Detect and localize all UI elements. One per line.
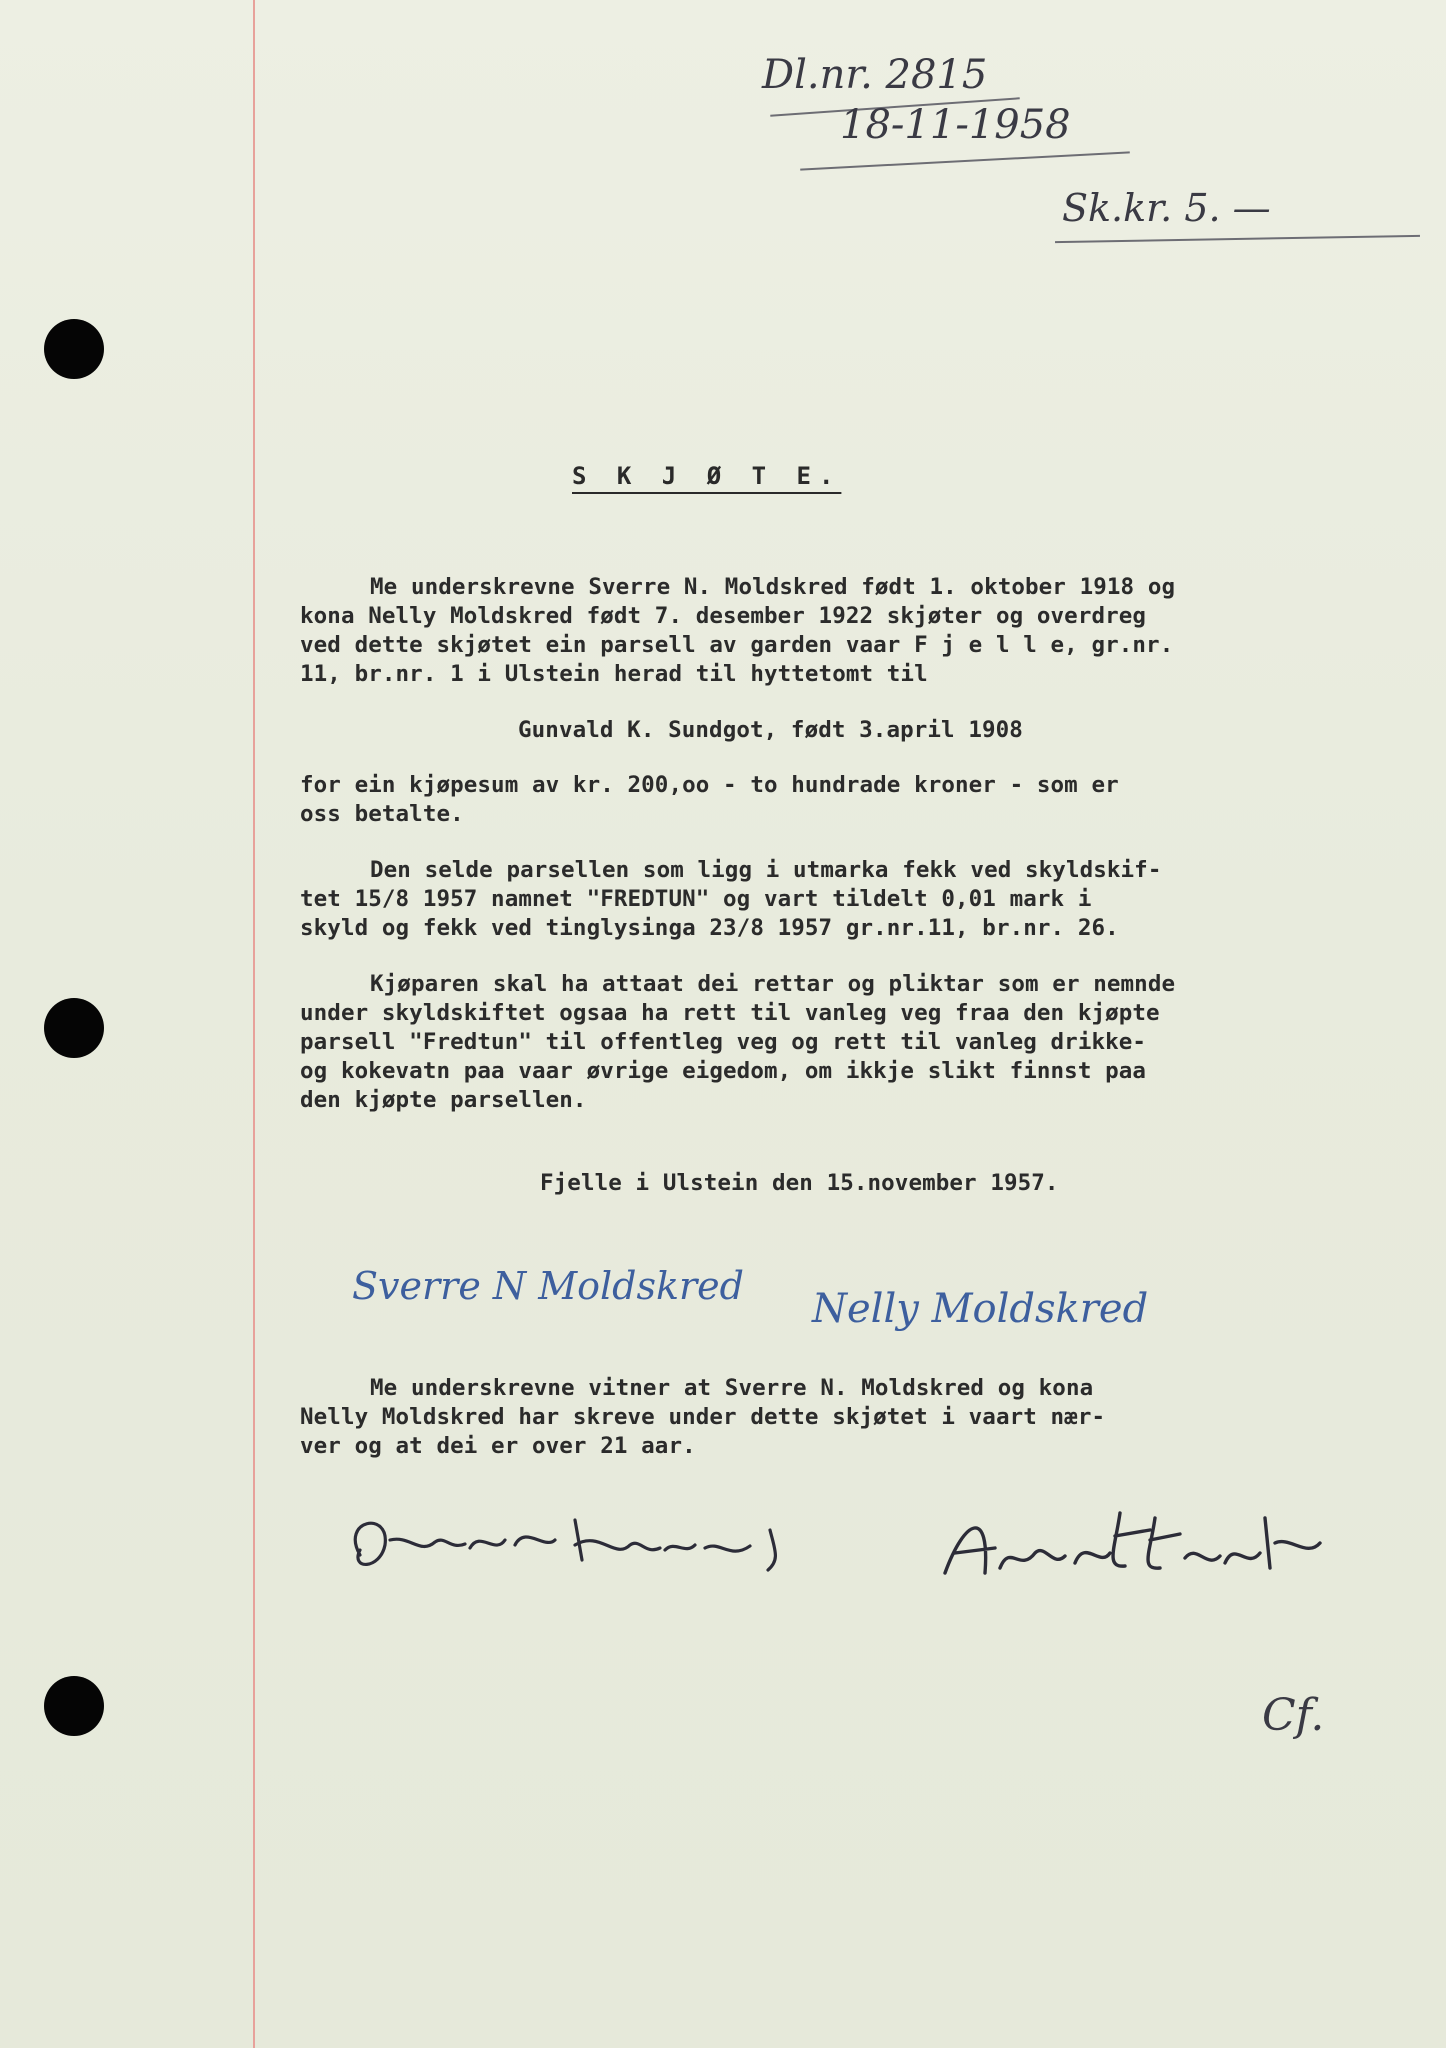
text-line: Me underskrevne vitner at Sverre N. Moldskred og kona — [370, 1375, 1094, 1401]
doc-number-annotation: Dl.nr. 2815 — [762, 52, 988, 98]
buyer-line: Gunvald K. Sundgot, født 3.april 1908 — [518, 717, 1023, 743]
punch-hole — [44, 1676, 104, 1736]
witness-signature-1 — [330, 1500, 850, 1590]
punch-hole — [44, 998, 104, 1058]
text-line: kona Nelly Moldskred født 7. desember 1922 skjøter og overdreg — [300, 603, 1147, 629]
signature-nelly: Nelly Moldskred — [812, 1286, 1149, 1332]
text-line: ver og at dei er over 21 aar. — [300, 1433, 696, 1459]
text-line: for ein kjøpesum av kr. 200,oo - to hundrade kroner - som er — [300, 772, 1119, 798]
document-title: S K J Ø T E. — [572, 462, 842, 490]
margin-line — [253, 0, 255, 2048]
sheet-reference-annotation: Sk.kr. 5. — — [1062, 186, 1271, 230]
text-line: 11, br.nr. 1 i Ulstein herad til hyttetomt til — [300, 661, 928, 687]
text-line: og kokevatn paa vaar øvrige eigedom, om ikkje slikt finnst paa — [300, 1058, 1147, 1084]
annotation-underline — [800, 151, 1130, 170]
text-line: Kjøparen skal ha attaat dei rettar og pliktar som er nemnde — [370, 971, 1176, 997]
text-line: Nelly Moldskred har skreve under dette skjøtet i vaart nær- — [300, 1404, 1106, 1430]
text-line: oss betalte. — [300, 801, 464, 827]
text-line: parsell "Fredtun" til offentleg veg og rett til vanleg drikke- — [300, 1029, 1147, 1055]
text-line: Me underskrevne Sverre N. Moldskred født 1. oktober 1918 og — [370, 574, 1176, 600]
text-line: tet 15/8 1957 namnet "FREDTUN" og vart tildelt 0,01 mark i — [300, 886, 1092, 912]
witness-signature-2 — [935, 1498, 1335, 1598]
text-line: skyld og fekk ved tinglysinga 23/8 1957 gr.nr.11, br.nr. 26. — [300, 915, 1119, 941]
text-line: ved dette skjøtet ein parsell av garden vaar F j e l l e, gr.nr. — [300, 632, 1174, 658]
date-annotation: 18-11-1958 — [840, 102, 1071, 148]
text-line: den kjøpte parsellen. — [300, 1087, 587, 1113]
annotation-underline — [1055, 235, 1420, 243]
text-line: under skyldskiftet ogsaa ha rett til vanleg veg fraa den kjøpte — [300, 1000, 1160, 1026]
punch-hole — [44, 319, 104, 379]
initials-mark: Cf. — [1262, 1690, 1325, 1741]
text-line: Den selde parsellen som ligg i utmarka fekk ved skyldskif- — [370, 857, 1162, 883]
signature-sverre: Sverre N Moldskred — [352, 1264, 744, 1308]
place-date-line: Fjelle i Ulstein den 15.november 1957. — [540, 1170, 1059, 1196]
